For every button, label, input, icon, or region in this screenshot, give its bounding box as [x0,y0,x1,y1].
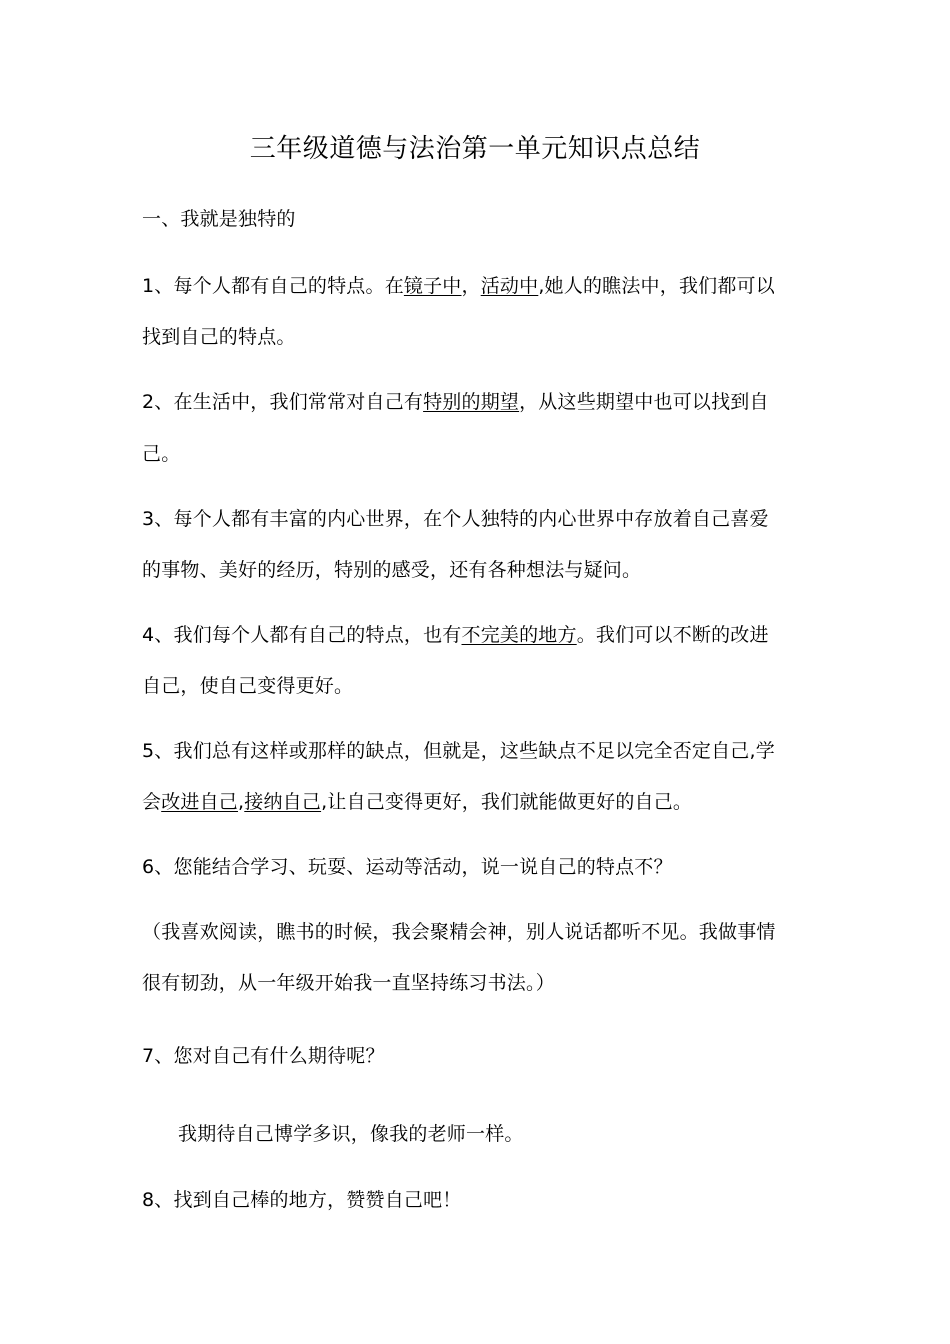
item-7-question: 7、您对自己有什么期待呢？ [142,1045,385,1067]
item-5-text-a: 会 [142,791,162,813]
item-5-line-1: 5、我们总有这样或那样的缺点，但就是，这些缺点不足以完全否定自己,学 [142,740,775,762]
item-4-line-1 [142,621,769,649]
document-title: 三年级道德与法治第一单元知识点总结 [249,134,701,164]
item-3-line-1: 3、每个人都有丰富的内心世界，在个人独特的内心世界中存放着自己喜爱 [142,508,769,530]
item-5-underline-accept: 接纳自己 [244,791,322,813]
item-3-line-2: 的事物、美好的经历，特别的感受，还有各种想法与疑问。 [142,559,642,581]
item-8-question: 8、找到自己棒的地方，赞赞自己吧！ [142,1189,462,1211]
item-1-text-b: ， [461,275,481,297]
item-1-line-1 [142,272,775,300]
item-5-text-b: , [238,791,245,813]
item-2-underline-expectation: 特别的期望 [423,391,520,413]
item-5-text-c: ,让自己变得更好，我们就能做更好的自己。 [321,791,693,813]
item-2-line-1 [142,388,769,416]
item-1-underline-mirror: 镜子中 [403,275,462,297]
item-1-text-a: 1、每个人都有自己的特点。在 [142,275,404,297]
item-4-text-a: 4、我们每个人都有自己的特点，也有 [142,624,462,646]
item-4-underline-imperfect: 不完美的地方 [461,624,577,646]
item-6-question: 6、您能结合学习、玩耍、运动等活动，说一说自己的特点不？ [142,856,673,878]
item-6-answer-line-2: 很有韧劲，从一年级开始我一直坚持练习书法。） [142,972,555,994]
item-2-text-b: ，从这些期望中也可以找到自 [519,391,769,413]
item-4-text-b: 。我们可以不断的改进 [576,624,769,646]
item-1-line-2: 找到自己的特点。 [142,326,296,348]
item-7-answer: 我期待自己博学多识，像我的老师一样。 [178,1123,524,1145]
section-heading: 一、我就是独特的 [142,208,296,230]
item-5-line-2 [142,788,692,816]
item-2-line-2: 己。 [142,443,181,465]
item-2-text-a: 2、在生活中，我们常常对自己有 [142,391,424,413]
item-6-answer-line-1: （我喜欢阅读，瞧书的时候，我会聚精会神，别人说话都听不见。我做事情 [142,921,776,943]
item-5-underline-improve: 改进自己 [161,791,239,813]
item-1-underline-activity: 活动中 [480,275,539,297]
item-1-text-c: ,她人的瞧法中，我们都可以 [538,275,775,297]
item-4-line-2: 自己，使自己变得更好。 [142,675,354,697]
